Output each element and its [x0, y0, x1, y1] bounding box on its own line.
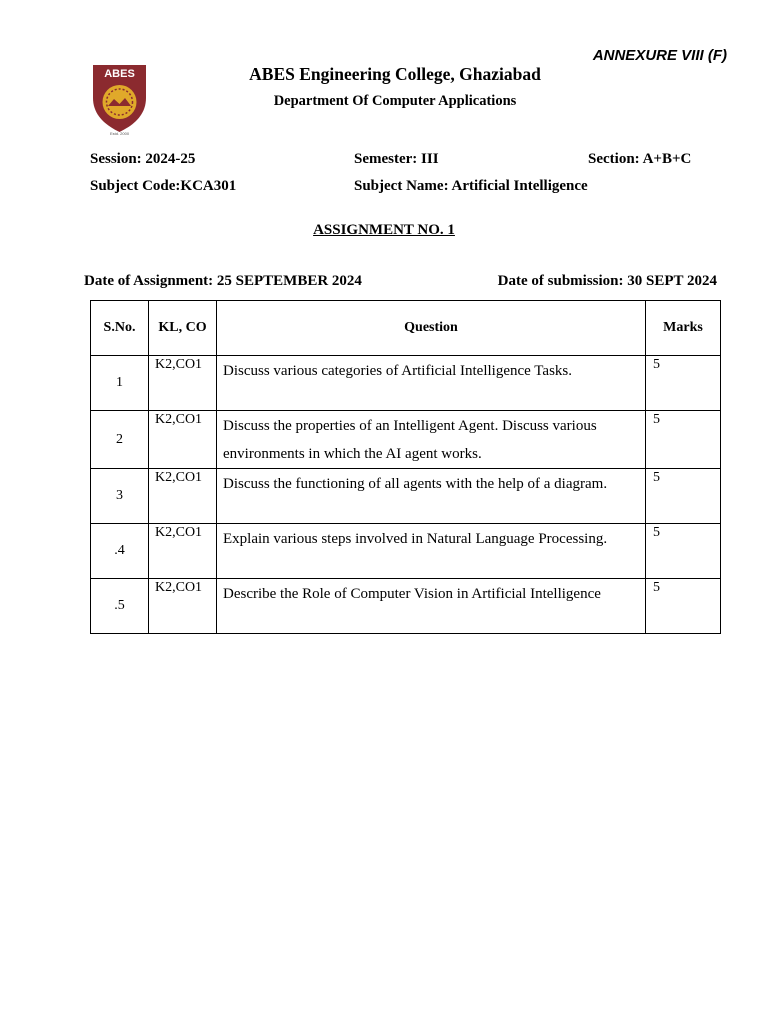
row-klco: K2,CO1 — [149, 411, 217, 469]
row-sno: 2 — [91, 411, 149, 469]
row-klco: K2,CO1 — [149, 469, 217, 524]
header-marks: Marks — [646, 301, 721, 356]
row-question: Discuss the functioning of all agents with the help of a diagram. — [217, 469, 646, 524]
logo-text: ABES — [104, 68, 135, 80]
date-of-assignment: Date of Assignment: 25 SEPTEMBER 2024 — [84, 273, 362, 289]
assignment-title: ASSIGNMENT NO. 1 — [313, 222, 455, 238]
annexure-label: ANNEXURE VIII (F) — [592, 47, 727, 64]
row-klco: K2,CO1 — [149, 524, 217, 579]
section: Section: A+B+C — [588, 151, 692, 167]
row-sno: .5 — [91, 579, 149, 634]
session: Session: 2024-25 — [90, 151, 196, 167]
table-row — [91, 579, 721, 634]
row-marks: 5 — [646, 579, 721, 634]
row-marks: 5 — [646, 469, 721, 524]
row-question: Discuss the properties of an Intelligent Agent. Discuss various environments in which the AI agent works. — [217, 411, 646, 469]
row-sno: 3 — [91, 469, 149, 524]
header-sno: S.No. — [91, 301, 149, 356]
subject-code: Subject Code:KCA301 — [90, 178, 237, 194]
table-row — [91, 411, 721, 469]
college-name: ABES Engineering College, Ghaziabad — [249, 64, 541, 84]
table-row — [91, 524, 721, 579]
table-row — [91, 356, 721, 411]
row-sno: .4 — [91, 524, 149, 579]
table-row — [91, 469, 721, 524]
header-klco: KL, CO — [149, 301, 217, 356]
row-question: Explain various steps involved in Natural Language Processing. — [217, 524, 646, 579]
subject-name: Subject Name: Artificial Intelligence — [354, 178, 588, 194]
date-of-submission: Date of submission: 30 SEPT 2024 — [497, 273, 717, 289]
row-klco: K2,CO1 — [149, 579, 217, 634]
semester: Semester: III — [354, 151, 439, 167]
college-logo — [92, 64, 147, 136]
header-question: Question — [217, 301, 646, 356]
row-question: Describe the Role of Computer Vision in Artificial Intelligence — [217, 579, 646, 634]
row-marks: 5 — [646, 411, 721, 469]
row-question: Discuss various categories of Artificial Intelligence Tasks. — [217, 356, 646, 411]
row-sno: 1 — [91, 356, 149, 411]
row-marks: 5 — [646, 524, 721, 579]
table-header-row — [91, 301, 721, 356]
logo-estd: Estd. 2000 — [109, 131, 130, 136]
row-marks: 5 — [646, 356, 721, 411]
department-name: Department Of Computer Applications — [273, 93, 517, 109]
questions-table — [90, 300, 721, 634]
row-klco: K2,CO1 — [149, 356, 217, 411]
